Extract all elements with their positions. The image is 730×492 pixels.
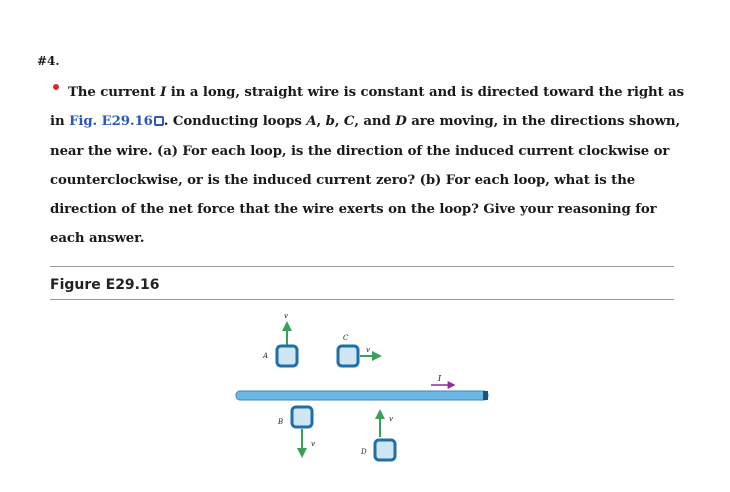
statement-line-2: in Fig. E29.16 . Conducting loops A, b, C, and D are moving, in the directions shown,: [50, 114, 681, 130]
statement-line-6: each answer.: [50, 231, 145, 247]
loop-d: [360, 411, 395, 460]
velocity-label-a: v: [284, 312, 288, 320]
figure-title: Figure E29.16: [50, 277, 160, 293]
loop-c: [338, 334, 380, 366]
statement-line-5: direction of the net force that the wire exerts on the loop? Give your reasoning for: [50, 202, 657, 218]
loop-a-label: A: [263, 352, 269, 360]
loop-d-label: D: [361, 448, 367, 456]
loop-b-square: [292, 407, 312, 427]
loop-a: [262, 312, 297, 366]
loop-b: [277, 407, 315, 456]
statement-line-3: near the wire. (a) For each loop, is the direction of the induced current clockwise or: [50, 143, 670, 159]
velocity-label-b: v: [311, 440, 315, 448]
statement-line-4: counterclockwise, or is the induced current zero? (b) For each loop, what is the: [50, 172, 636, 188]
straight-wire: [236, 391, 488, 400]
loop-c-label: C: [343, 334, 349, 342]
current-arrow: [431, 374, 454, 385]
velocity-label-c: v: [366, 346, 370, 354]
current-label: I: [438, 374, 442, 383]
velocity-label-d: v: [389, 415, 393, 423]
problem-number: #4.: [37, 54, 60, 68]
figure-link[interactable]: Fig. E29.16: [69, 114, 153, 130]
statement-line-1: The current I in a long, straight wire is constant and is directed toward the right as: [68, 85, 685, 100]
loop-a-square: [277, 346, 297, 366]
loop-c-square: [338, 346, 358, 366]
loop-b-label: B: [278, 418, 284, 426]
loop-d-square: [375, 440, 395, 460]
